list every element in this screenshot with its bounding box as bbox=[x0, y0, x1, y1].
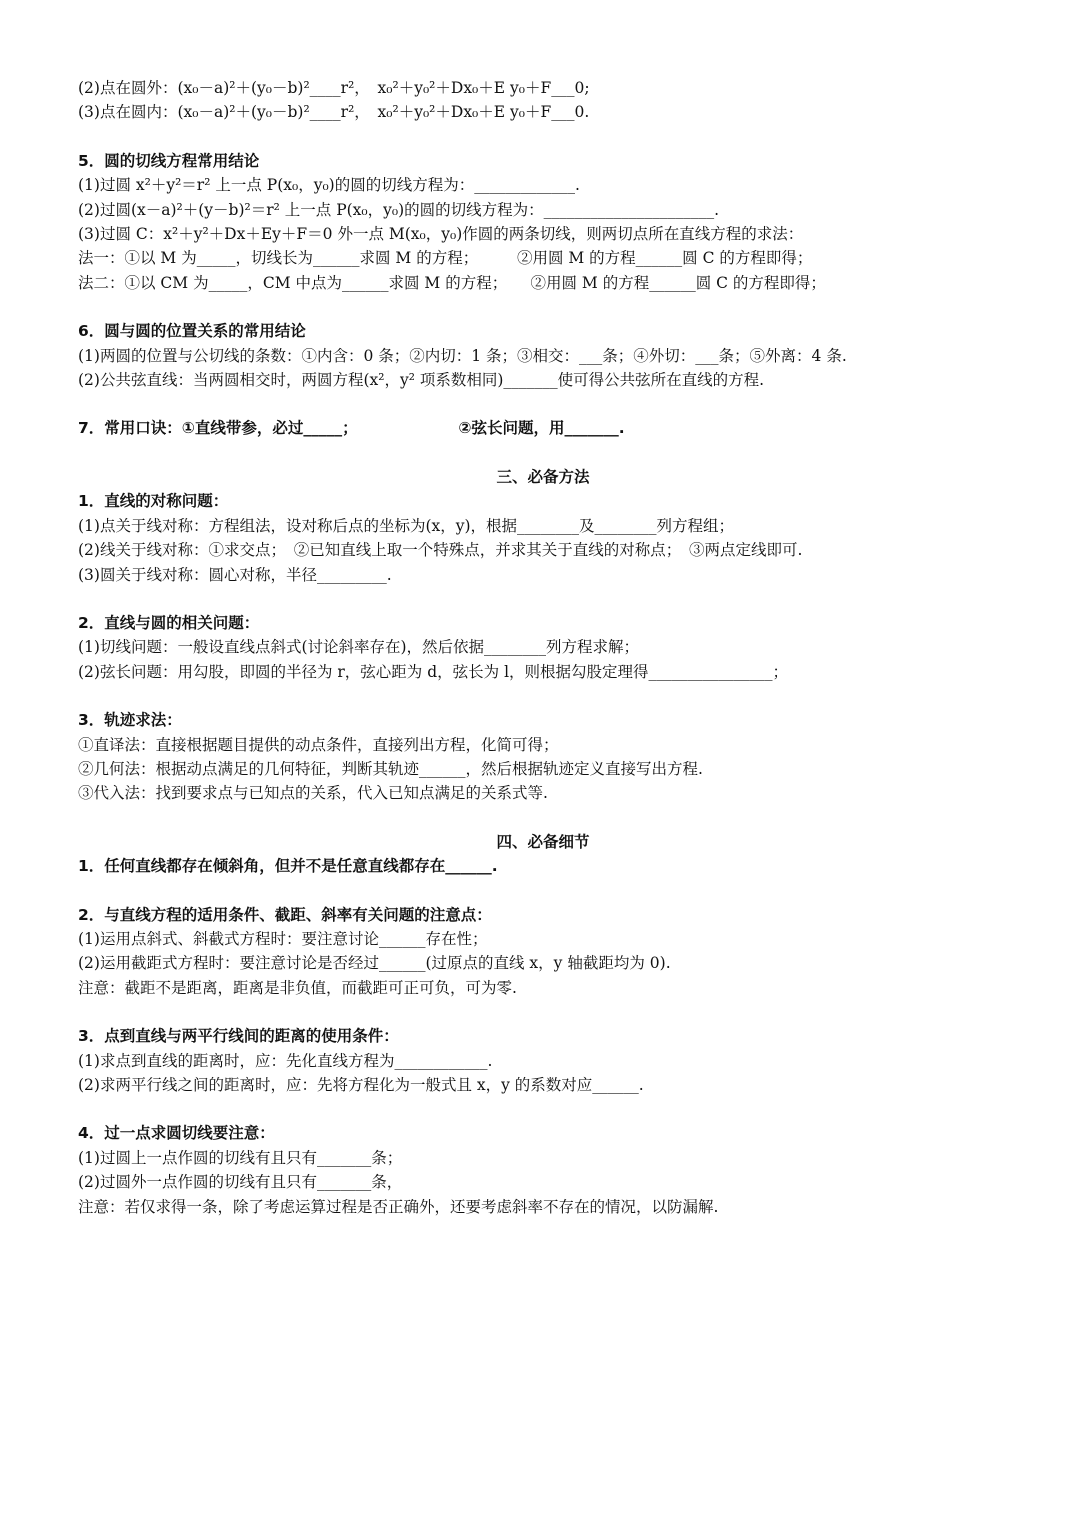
text-line: (2)线关于线对称：①求交点； ②已知直线上取一个特殊点，并求其关于直线的对称点； ③两点定线即可. bbox=[78, 541, 803, 560]
text-line: (2)点在圆外：(x₀－a)²＋(y₀－b)²____r²， x₀²＋y₀²＋Dx₀＋E y₀＋F___0; bbox=[78, 79, 590, 97]
section-heading: 1．直线的对称问题： bbox=[78, 492, 229, 511]
section-heading: 2．直线与圆的相关问题： bbox=[78, 613, 260, 632]
text-line: ③代入法：找到要求点与已知点的关系，代入已知点满足的关系式等. bbox=[78, 784, 548, 803]
text-line: 注意：若仅求得一条，除了考虑运算过程是否正确外，还要考虑斜率不存在的情况，以防漏解. bbox=[78, 1197, 719, 1216]
text-line: (2)弦长问题：用勾股，即圆的半径为 r，弦心距为 d，弦长为 l，则根据勾股定理得________________； bbox=[78, 662, 789, 681]
text-line: (1)点关于线对称：方程组法，设对称后点的坐标为(x，y)，根据________及________列方程组； bbox=[78, 516, 735, 535]
text-line: 法一：①以 M 为_____，切线长为______求圆 M 的方程； ②用圆 M 的方程______圆 C 的方程即得； bbox=[78, 249, 813, 268]
text-line: 注意：截距不是距离，距离是非负值，而截距可正可负，可为零. bbox=[78, 978, 517, 997]
section-heading: 1．任何直线都存在倾斜角，但并不是任意直线都存在______. bbox=[78, 857, 498, 876]
text-line: ①直译法：直接根据题目提供的动点条件，直接列出方程，化简可得； bbox=[78, 735, 559, 754]
section-heading: 5．圆的切线方程常用结论 bbox=[78, 151, 260, 170]
section-heading: 7．常用口诀：①直线带参，必过_____； ②弦长问题，用_______. bbox=[78, 419, 625, 438]
text-line: (2)公共弦直线：当两圆相交时，两圆方程(x²，y² 项系数相同)_______使可得公共弦所在直线的方程. bbox=[78, 371, 765, 390]
text-line: (1)过圆上一点作圆的切线有且只有_______条； bbox=[78, 1148, 403, 1167]
part-title: 三、必备方法 bbox=[496, 467, 590, 486]
text-line: (1)求点到直线的距离时，应：先化直线方程为____________. bbox=[78, 1051, 493, 1070]
section-heading: 3．轨迹求法： bbox=[78, 711, 182, 730]
document-page bbox=[78, 76, 1008, 1219]
section-heading: 3．点到直线与两平行线间的距离的使用条件： bbox=[78, 1027, 399, 1046]
text-line: (2)运用截距式方程时：要注意讨论是否经过______(过原点的直线 x，y 轴截距均为 0). bbox=[78, 954, 671, 973]
text-line: (1)切线问题：一般设直线点斜式(讨论斜率存在)，然后依据________列方程求解； bbox=[78, 638, 640, 657]
text-line: (1)两圆的位置与公切线的条数：①内含：0 条；②内切：1 条；③相交：___条；④外切：___条；⑤外离：4 条. bbox=[78, 346, 847, 365]
text-line: ②几何法：根据动点满足的几何特征，判断其轨迹______，然后根据轨迹定义直接写出方程. bbox=[78, 759, 703, 778]
text-line: (2)过圆外一点作圆的切线有且只有_______条， bbox=[78, 1173, 403, 1192]
text-line: 法二：①以 CM 为_____，CM 中点为______求圆 M 的方程； ②用圆 M 的方程______圆 C 的方程即得； bbox=[78, 273, 826, 292]
text-line: (3)过圆 C：x²＋y²＋Dx＋Ey＋F＝0 外一点 M(x₀，y₀)作圆的两条切线，则两切点所在直线方程的求法： bbox=[78, 225, 804, 244]
text-line: (1)过圆 x²＋y²＝r² 上一点 P(x₀，y₀)的圆的切线方程为：_____________. bbox=[78, 176, 580, 195]
section-heading: 2．与直线方程的适用条件、截距、斜率有关问题的注意点： bbox=[78, 905, 492, 924]
text-line: (3)圆关于线对称：圆心对称，半径_________. bbox=[78, 565, 392, 584]
text-line: (3)点在圆内：(x₀－a)²＋(y₀－b)²____r²， x₀²＋y₀²＋Dx₀＋E y₀＋F___0. bbox=[78, 103, 590, 122]
text-line: (2)求两平行线之间的距离时，应：先将方程化为一般式且 x，y 的系数对应______. bbox=[78, 1076, 644, 1094]
text-line: (1)运用点斜式、斜截式方程时：要注意讨论______存在性； bbox=[78, 929, 488, 948]
section-heading: 4．过一点求圆切线要注意： bbox=[78, 1124, 275, 1143]
text-line: (2)过圆(x－a)²＋(y－b)²＝r² 上一点 P(x₀，y₀)的圆的切线方程为：______________________. bbox=[78, 200, 720, 219]
section-heading: 6．圆与圆的位置关系的常用结论 bbox=[78, 322, 306, 341]
part-title: 四、必备细节 bbox=[496, 832, 590, 851]
